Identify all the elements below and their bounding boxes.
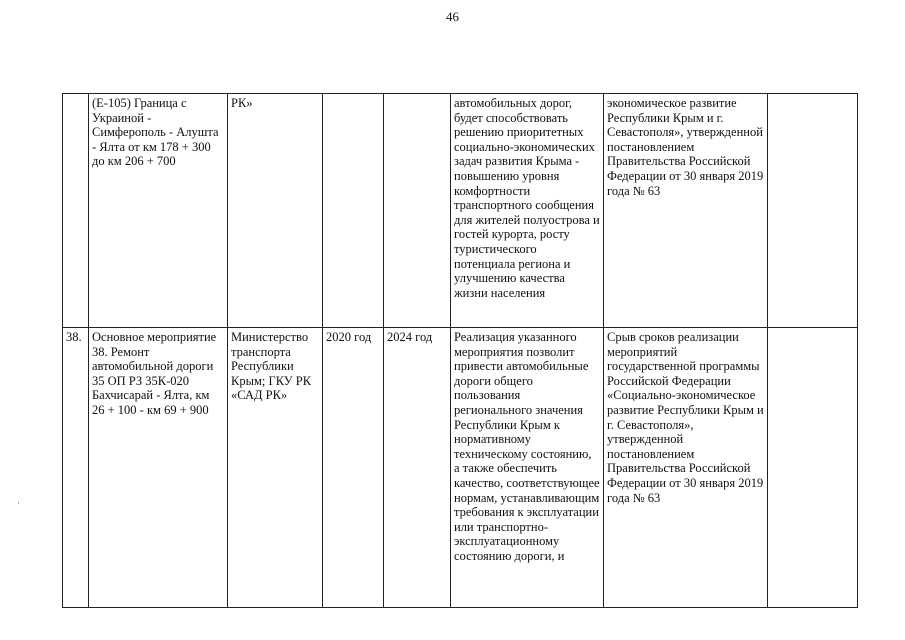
expected-result: автомобильных дорог, будет способствовать решению приоритетных социально-экономических задач развития Крыма - повышению уровня комфортности транспортного сообщения для жителей полуострова и гостей курорта, росту туристического потенциала региона и улучшению качества жизни населения — [454, 96, 600, 300]
row-number-cell: 38. — [63, 328, 89, 608]
row-number-cell — [63, 94, 89, 328]
measure-name: (Е-105) Граница с Украиной - Симферополь - Алушта - Ялта от км 178 + 300 до км 206 + 700 — [92, 96, 219, 169]
table-row — [63, 94, 858, 328]
end-year-cell — [384, 94, 451, 328]
expected-result: Реализация указанного мероприятия позволит привести автомобильные дороги общего пользования регионального значения Республики Крым к нормативному техническому состоянию, а также обеспечить качество, соответствующее нормам, устанавливающим требования к эксплуатации или транспортно-эксплуатационному состоянию дороги, и — [454, 330, 600, 563]
expected-result-cell — [451, 328, 604, 608]
start-year-cell: 2020 год — [323, 328, 384, 608]
consequences-cell — [604, 328, 768, 608]
measure-name-cell — [89, 328, 228, 608]
executor-cell — [228, 328, 323, 608]
program-table — [62, 93, 858, 608]
measure-name-cell — [89, 94, 228, 328]
end-year-cell: 2024 год — [384, 328, 451, 608]
start-year-cell — [323, 94, 384, 328]
executor: РК» — [231, 96, 253, 110]
consequences: экономическое развитие Республики Крым и г. Севастополя», утвержденной постановлением Правительства Российской Федерации от 30 января 2019 года № 63 — [607, 96, 764, 198]
measure-name: Основное мероприятие 38. Ремонт автомобильной дороги 35 ОП РЗ 35К-020 Бахчисарай - Ялта, км 26 + 100 - км 69 + 900 — [92, 330, 217, 417]
expected-result-cell — [451, 94, 604, 328]
page-number: 46 — [446, 9, 459, 24]
executor-cell — [228, 94, 323, 328]
extra-cell — [768, 94, 858, 328]
stray-mark: · — [17, 498, 20, 508]
extra-cell — [768, 328, 858, 608]
consequences: Срыв сроков реализации мероприятий государственной программы Российской Федерации «Социально-экономическое развитие Республики Крым и г. Севастополя», утвержденной постановлением Правительства Российской Федерации от 30 января 2019 года № 63 — [607, 330, 764, 505]
executor: Министерство транспорта Республики Крым; ГКУ РК «САД РК» — [231, 330, 312, 403]
consequences-cell — [604, 94, 768, 328]
table-row — [63, 328, 858, 608]
